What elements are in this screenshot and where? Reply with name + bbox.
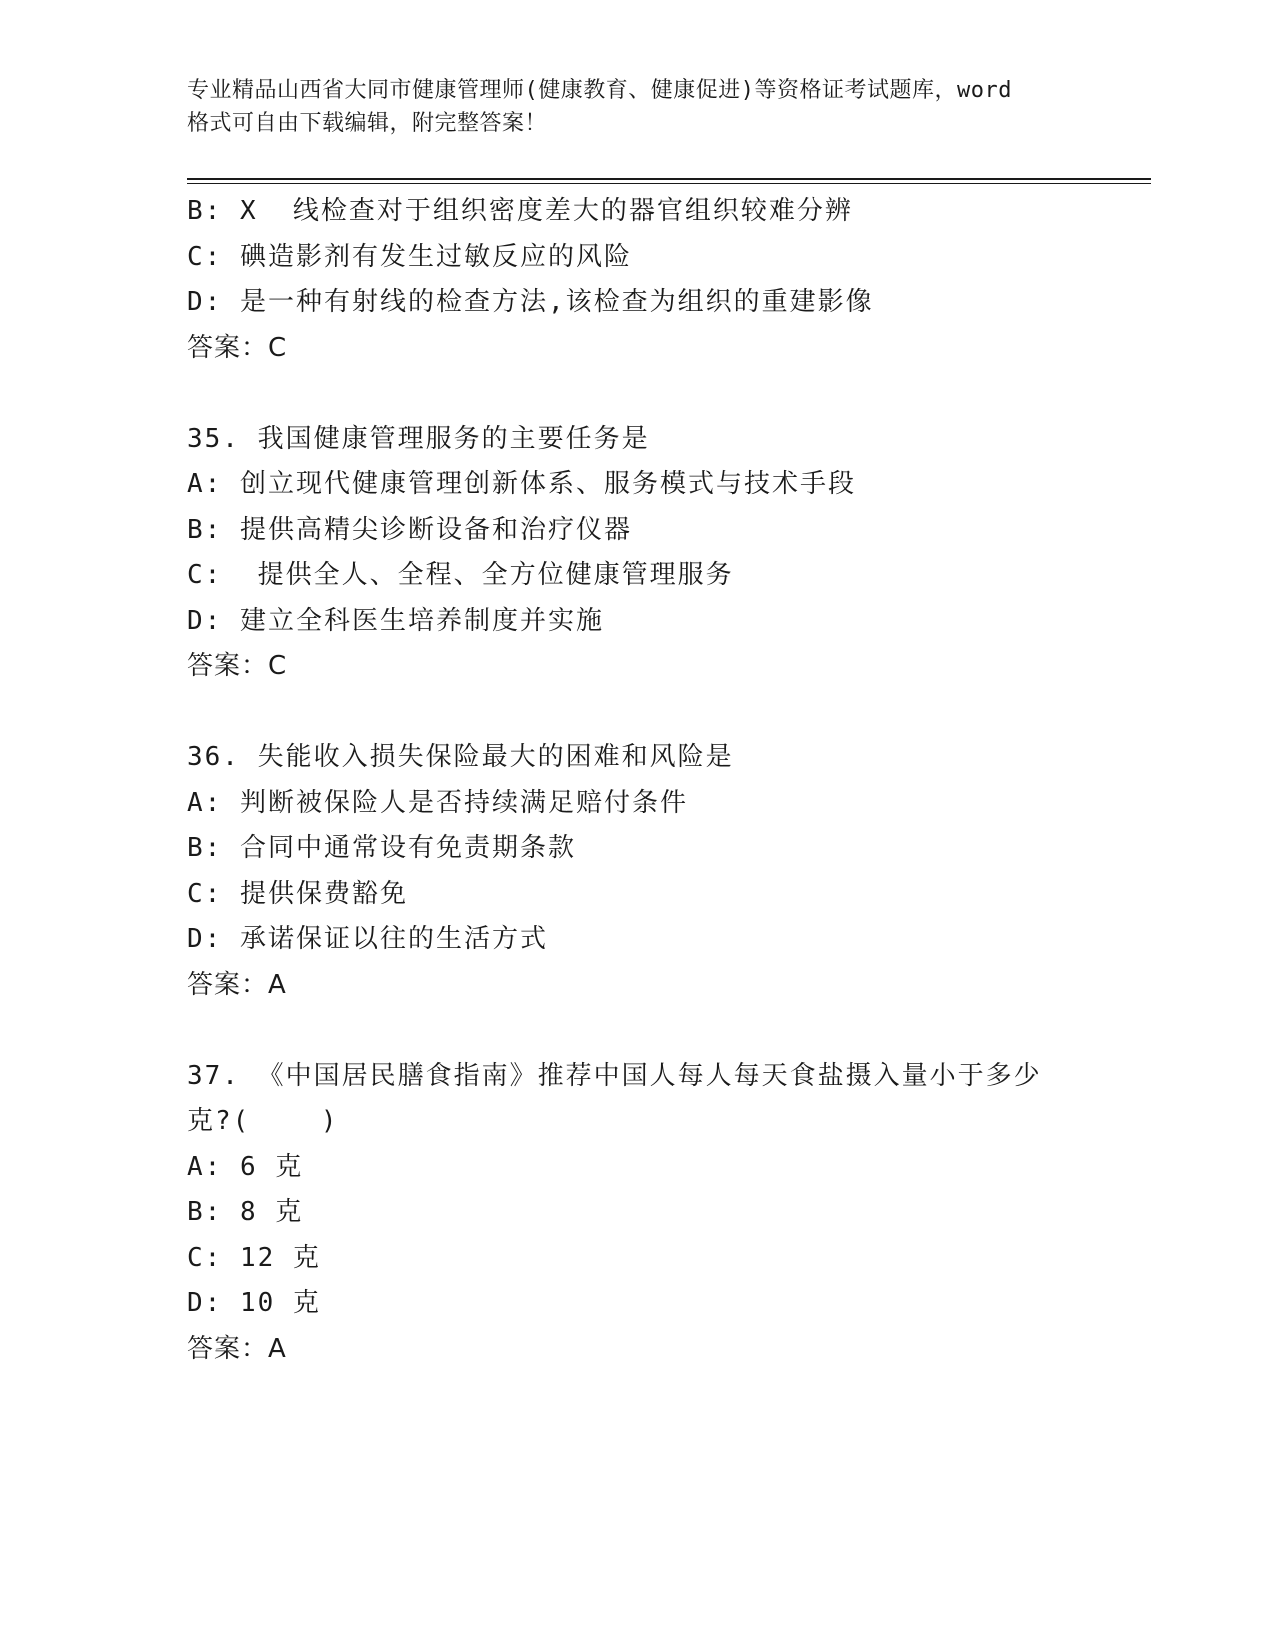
spacer: [187, 371, 1107, 417]
question-36: [187, 735, 1107, 1008]
question-stem: 36. 失能收入损失保险最大的困难和风险是: [187, 742, 734, 772]
question-stem-line-2: 克?( ): [187, 1106, 339, 1136]
question-35: [187, 417, 1107, 690]
question-stem-line-1: 37. 《中国居民膳食指南》推荐中国人每人每天食盐摄入量小于多少: [187, 1060, 1042, 1091]
option-c: C: 12 克: [187, 1242, 321, 1273]
option-d: D: 承诺保证以往的生活方式: [187, 924, 548, 954]
option-a: A: 创立现代健康管理创新体系、服务模式与技术手段: [187, 469, 856, 499]
option-b: B: 提供高精尖诊断设备和治疗仪器: [187, 514, 632, 545]
question-partial: [187, 189, 1107, 371]
header-divider-thin: [187, 183, 1151, 184]
option-a: A: 6 克: [187, 1151, 304, 1182]
option-b: B: 合同中通常设有免责期条款: [187, 833, 576, 863]
option-a: A: 判断被保险人是否持续满足赔付条件: [187, 787, 688, 818]
option-c: C: 提供全人、全程、全方位健康管理服务: [187, 560, 734, 590]
answer-label: 答案：C: [187, 651, 288, 681]
option-c: C: 碘造影剂有发生过敏反应的风险: [187, 241, 632, 272]
header-divider-thick: [187, 178, 1151, 180]
option-d: D: 10 克: [187, 1288, 321, 1318]
question-stem: 35. 我国健康管理服务的主要任务是: [187, 423, 650, 454]
option-b: B: X 线检查对于组织密度差大的器官组织较难分辨: [187, 196, 853, 226]
spacer: [187, 690, 1107, 736]
option-d: D: 是一种有射线的检查方法,该检查为组织的重建影像: [187, 287, 874, 317]
answer-label: 答案：C: [187, 332, 288, 363]
option-d: D: 建立全科医生培养制度并实施: [187, 605, 604, 636]
question-37: [187, 1054, 1107, 1373]
option-b: B: 8 克: [187, 1197, 304, 1227]
header-line-2: 格式可自由下载编辑，附完整答案！: [187, 111, 548, 136]
header-line-1: 专业精品山西省大同市健康管理师(健康教育、健康促进)等资格证考试题库，word: [187, 78, 1012, 103]
spacer: [187, 1008, 1107, 1054]
question-list: [187, 189, 1107, 1372]
answer-label: 答案：A: [187, 969, 287, 1000]
option-c: C: 提供保费豁免: [187, 878, 408, 909]
document-header: [187, 74, 1097, 140]
answer-label: 答案：A: [187, 1333, 287, 1364]
